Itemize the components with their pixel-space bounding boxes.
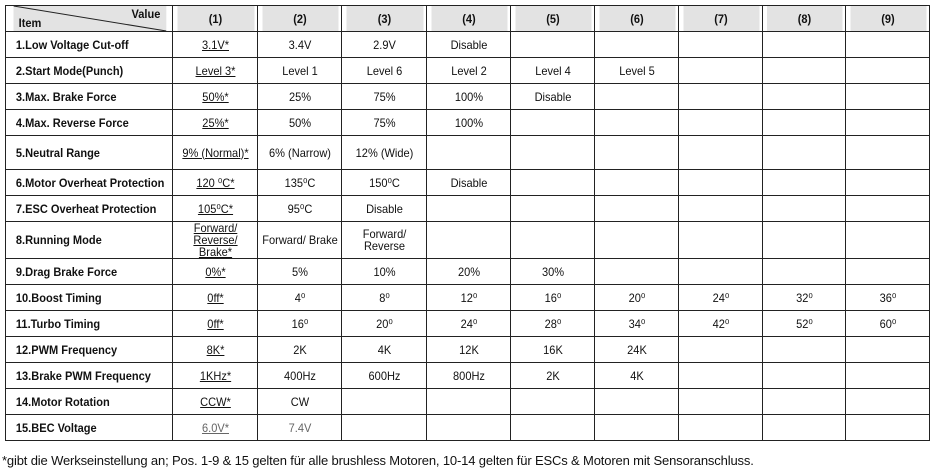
value-cell (345, 389, 423, 415)
value-cell: Forward/ Brake (261, 222, 338, 259)
value-cell: 2K (514, 363, 591, 389)
row-item-label: 13.Brake PWM Frequency (12, 363, 166, 389)
value-cell: 50% (261, 110, 338, 136)
default-value-cell: 0ff* (176, 311, 254, 337)
value-cell (766, 415, 842, 441)
row-item-label: 3.Max. Brake Force (12, 84, 166, 110)
value-cell (682, 259, 759, 285)
row-item-label: 1.Low Voltage Cut-off (12, 32, 166, 58)
value-cell (514, 415, 591, 441)
value-cell: 75% (345, 110, 423, 136)
value-cell (849, 389, 926, 415)
value-cell (514, 170, 591, 196)
value-cell (430, 222, 507, 259)
value-cell (514, 110, 591, 136)
default-value-cell: 50%* (176, 84, 254, 110)
value-cell: 30% (514, 259, 591, 285)
value-cell: Level 2 (430, 58, 507, 84)
table-row (6, 363, 930, 389)
value-cell: Disable (345, 196, 423, 222)
value-cell: 28⁰ (514, 311, 591, 337)
value-cell (514, 222, 591, 259)
value-cell: 4K (345, 337, 423, 363)
header-row (6, 6, 930, 32)
default-value-cell: 6.0V* (176, 415, 254, 441)
value-cell (849, 84, 926, 110)
header-item-value-cell (12, 6, 166, 32)
default-value-cell: 8K* (176, 337, 254, 363)
value-cell (514, 32, 591, 58)
value-cell (682, 222, 759, 259)
default-value-cell: 25%* (176, 110, 254, 136)
row-item-label: 4.Max. Reverse Force (12, 110, 166, 136)
value-cell (598, 259, 675, 285)
value-cell: 100% (430, 84, 507, 110)
table-row (6, 337, 930, 363)
value-cell: 8⁰ (345, 285, 423, 311)
settings-table-body (6, 6, 930, 441)
value-cell: Disable (514, 84, 591, 110)
column-header: (8) (766, 6, 842, 32)
value-cell (682, 415, 759, 441)
value-cell (430, 389, 507, 415)
row-item-label: 2.Start Mode(Punch) (12, 58, 166, 84)
value-cell: 5% (261, 259, 338, 285)
value-cell (514, 136, 591, 170)
value-cell (766, 84, 842, 110)
row-item-label: 5.Neutral Range (12, 136, 166, 170)
value-cell (430, 196, 507, 222)
table-row (6, 58, 930, 84)
row-item-label: 14.Motor Rotation (12, 389, 166, 415)
value-cell: 135⁰C (261, 170, 338, 196)
value-cell: 24⁰ (430, 311, 507, 337)
default-value-cell: 0%* (176, 259, 254, 285)
value-cell: 16⁰ (261, 311, 338, 337)
table-row (6, 222, 930, 259)
value-cell: Forward/ Reverse (345, 222, 423, 259)
value-cell (598, 222, 675, 259)
value-cell (849, 259, 926, 285)
value-cell (766, 363, 842, 389)
value-cell (849, 58, 926, 84)
value-cell (598, 84, 675, 110)
column-header: (3) (345, 6, 423, 32)
table-row (6, 196, 930, 222)
footnote: *gibt die Werkseinstellung an; Pos. 1-9 & 15 gelten für alle brushless Motoren, 10-14 gelten für ESCs & Motoren mit Sensoranschluss. (2, 453, 754, 468)
header-item-label: Item (18, 16, 41, 30)
value-cell: 20⁰ (345, 311, 423, 337)
table-row (6, 415, 930, 441)
value-cell: Level 6 (345, 58, 423, 84)
value-cell (849, 222, 926, 259)
value-cell (598, 110, 675, 136)
value-cell: 20% (430, 259, 507, 285)
row-item-label: 6.Motor Overheat Protection (12, 170, 166, 196)
value-cell (849, 110, 926, 136)
row-item-label: 12.PWM Frequency (12, 337, 166, 363)
value-cell: 24K (598, 337, 675, 363)
value-cell: 6% (Narrow) (261, 136, 338, 170)
value-cell: 36⁰ (849, 285, 926, 311)
table-row (6, 311, 930, 337)
value-cell (682, 110, 759, 136)
table-row (6, 170, 930, 196)
table-row (6, 84, 930, 110)
value-cell: 52⁰ (766, 311, 842, 337)
value-cell (766, 110, 842, 136)
value-cell (598, 170, 675, 196)
column-header: (1) (176, 6, 254, 32)
value-cell: 7.4V (261, 415, 338, 441)
column-header: (9) (849, 6, 926, 32)
column-header: (2) (261, 6, 338, 32)
value-cell: 24⁰ (682, 285, 759, 311)
row-item-label: 15.BEC Voltage (12, 415, 166, 441)
default-value-cell: 9% (Normal)* (176, 136, 254, 170)
value-cell: Level 4 (514, 58, 591, 84)
value-cell (682, 337, 759, 363)
value-cell: 4⁰ (261, 285, 338, 311)
value-cell: CW (261, 389, 338, 415)
value-cell: 32⁰ (766, 285, 842, 311)
value-cell (682, 58, 759, 84)
value-cell (766, 196, 842, 222)
value-cell (849, 32, 926, 58)
value-cell: 20⁰ (598, 285, 675, 311)
value-cell (345, 415, 423, 441)
table-row (6, 259, 930, 285)
value-cell (766, 389, 842, 415)
value-cell (766, 222, 842, 259)
value-cell (682, 170, 759, 196)
value-cell (598, 32, 675, 58)
table-row (6, 285, 930, 311)
value-cell: 2K (261, 337, 338, 363)
value-cell: 12% (Wide) (345, 136, 423, 170)
value-cell: 75% (345, 84, 423, 110)
value-cell (766, 32, 842, 58)
row-item-label: 8.Running Mode (12, 222, 166, 259)
row-item-label: 11.Turbo Timing (12, 311, 166, 337)
default-value-cell: Forward/ Reverse/ Brake* (176, 222, 254, 259)
value-cell (514, 196, 591, 222)
value-cell: 600Hz (345, 363, 423, 389)
value-cell: 400Hz (261, 363, 338, 389)
value-cell (682, 196, 759, 222)
value-cell (682, 136, 759, 170)
value-cell (598, 415, 675, 441)
value-cell (849, 170, 926, 196)
default-value-cell: 105⁰C* (176, 196, 254, 222)
value-cell (766, 136, 842, 170)
value-cell (598, 389, 675, 415)
row-item-label: 7.ESC Overheat Protection (12, 196, 166, 222)
column-header: (5) (514, 6, 591, 32)
value-cell (766, 259, 842, 285)
value-cell: 2.9V (345, 32, 423, 58)
value-cell (849, 136, 926, 170)
default-value-cell: 1KHz* (176, 363, 254, 389)
value-cell: 16⁰ (514, 285, 591, 311)
value-cell: 25% (261, 84, 338, 110)
value-cell: Disable (430, 170, 507, 196)
default-value-cell: 3.1V* (176, 32, 254, 58)
value-cell: 12⁰ (430, 285, 507, 311)
value-cell: Disable (430, 32, 507, 58)
value-cell (682, 389, 759, 415)
value-cell (766, 337, 842, 363)
column-header: (7) (682, 6, 759, 32)
value-cell: Level 1 (261, 58, 338, 84)
value-cell (766, 170, 842, 196)
table-row (6, 136, 930, 170)
value-cell (682, 84, 759, 110)
value-cell (849, 415, 926, 441)
default-value-cell: 0ff* (176, 285, 254, 311)
value-cell: 100% (430, 110, 507, 136)
value-cell (598, 136, 675, 170)
header-value-label: Value (130, 7, 160, 21)
value-cell (514, 389, 591, 415)
settings-table (5, 5, 930, 441)
value-cell (849, 337, 926, 363)
table-row (6, 32, 930, 58)
row-item-label: 10.Boost Timing (12, 285, 166, 311)
value-cell: 42⁰ (682, 311, 759, 337)
value-cell: 34⁰ (598, 311, 675, 337)
value-cell (766, 58, 842, 84)
value-cell (598, 196, 675, 222)
value-cell (682, 32, 759, 58)
value-cell: 4K (598, 363, 675, 389)
table-row (6, 110, 930, 136)
value-cell: Level 5 (598, 58, 675, 84)
column-header: (6) (598, 6, 675, 32)
value-cell (849, 363, 926, 389)
value-cell (849, 196, 926, 222)
value-cell: 3.4V (261, 32, 338, 58)
value-cell: 150⁰C (345, 170, 423, 196)
column-header: (4) (430, 6, 507, 32)
value-cell: 60⁰ (849, 311, 926, 337)
default-value-cell: 120 ⁰C* (176, 170, 254, 196)
value-cell: 10% (345, 259, 423, 285)
value-cell (682, 363, 759, 389)
value-cell (430, 415, 507, 441)
value-cell: 16K (514, 337, 591, 363)
table-row (6, 389, 930, 415)
default-value-cell: Level 3* (176, 58, 254, 84)
value-cell: 800Hz (430, 363, 507, 389)
value-cell: 95⁰C (261, 196, 338, 222)
default-value-cell: CCW* (176, 389, 254, 415)
row-item-label: 9.Drag Brake Force (12, 259, 166, 285)
value-cell (430, 136, 507, 170)
value-cell: 12K (430, 337, 507, 363)
